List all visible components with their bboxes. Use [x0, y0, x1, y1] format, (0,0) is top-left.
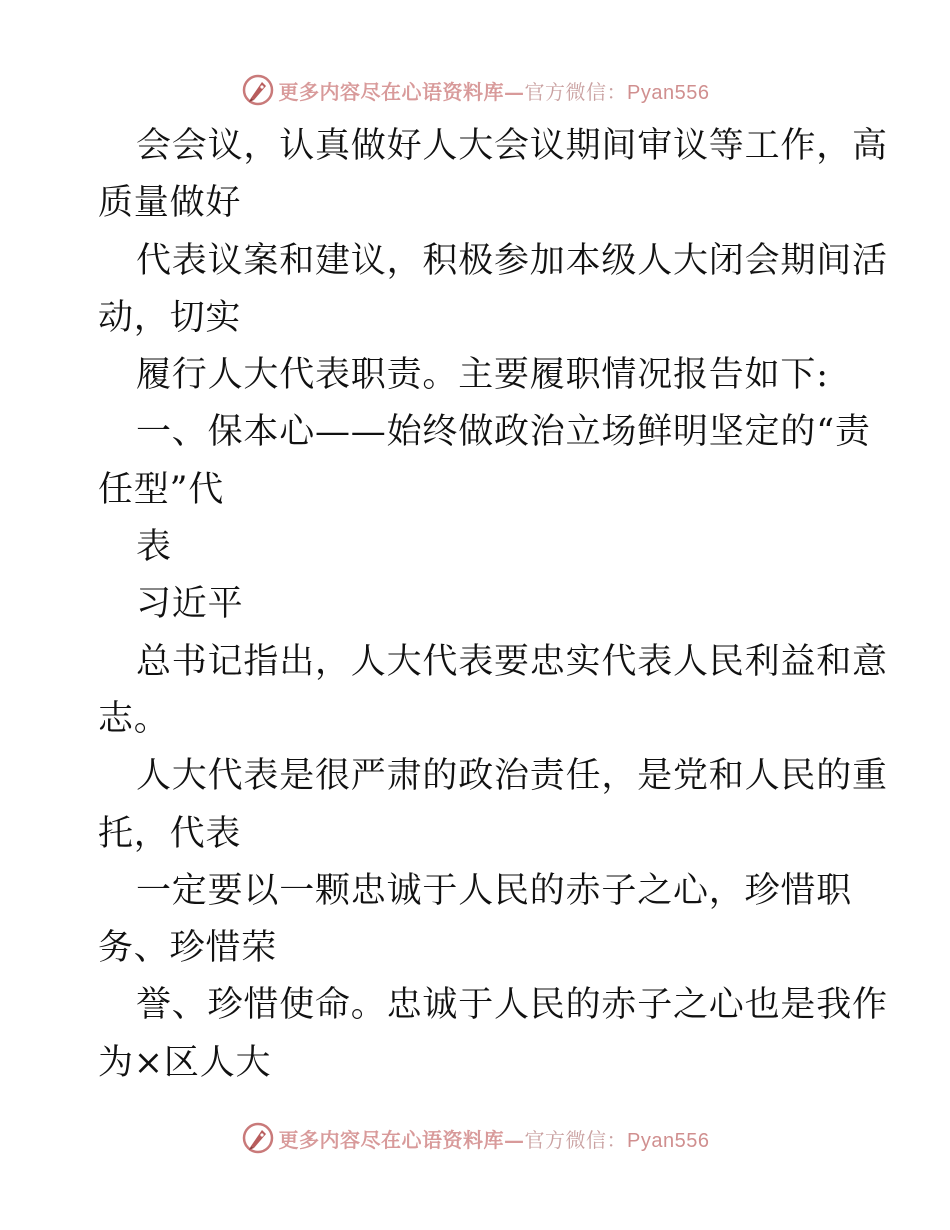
- watermark-wechat-label: 官方微信：: [524, 1127, 628, 1152]
- text-line: 务、珍惜荣: [98, 928, 278, 969]
- text-line: 履行人大代表职责。主要履职情况报告如下:: [136, 355, 829, 396]
- pen-nib-logo-icon: [241, 1121, 275, 1155]
- text-line: 一定要以一颗忠诚于人民的赤子之心，珍惜职: [136, 870, 853, 911]
- text-line: 代表议案和建议，积极参加本级人大闭会期间活: [136, 240, 888, 281]
- watermark-wechat-label: 官方微信：: [524, 79, 628, 104]
- text-line: 任型”代: [98, 469, 225, 510]
- text-line: 总书记指出，人大代表要忠实代表人民利益和意: [136, 641, 888, 682]
- header-watermark: [0, 70, 950, 110]
- watermark-library-text: 更多内容尽在心语资料库—: [278, 79, 525, 104]
- document-body: [98, 118, 888, 1092]
- watermark-text: [279, 76, 710, 105]
- text-line: 质量做好: [98, 183, 242, 224]
- watermark-wechat-id: Pyan556: [627, 1129, 710, 1152]
- text-line: 托，代表: [98, 813, 242, 854]
- watermark-text: [279, 1124, 710, 1153]
- text-line: 誉、珍惜使命。忠诚于人民的赤子之心也是我作: [136, 985, 888, 1026]
- text-line: 会会议，认真做好人大会议期间审议等工作，高: [136, 126, 888, 166]
- text-line: 为×区人大: [98, 1042, 272, 1083]
- text-line: 表: [136, 527, 172, 568]
- text-line: 习近平: [136, 584, 244, 625]
- watermark-library-text: 更多内容尽在心语资料库—: [278, 1127, 525, 1152]
- text-line: 人大代表是很严肃的政治责任，是党和人民的重: [136, 756, 888, 797]
- text-line: 一、保本心——始终做政治立场鲜明坚定的“责: [136, 412, 871, 453]
- pen-nib-logo-icon: [241, 73, 275, 107]
- watermark-wechat-id: Pyan556: [627, 81, 710, 104]
- footer-watermark: [0, 1118, 950, 1158]
- text-line: 动，切实: [98, 297, 242, 338]
- text-line: 志。: [98, 698, 170, 739]
